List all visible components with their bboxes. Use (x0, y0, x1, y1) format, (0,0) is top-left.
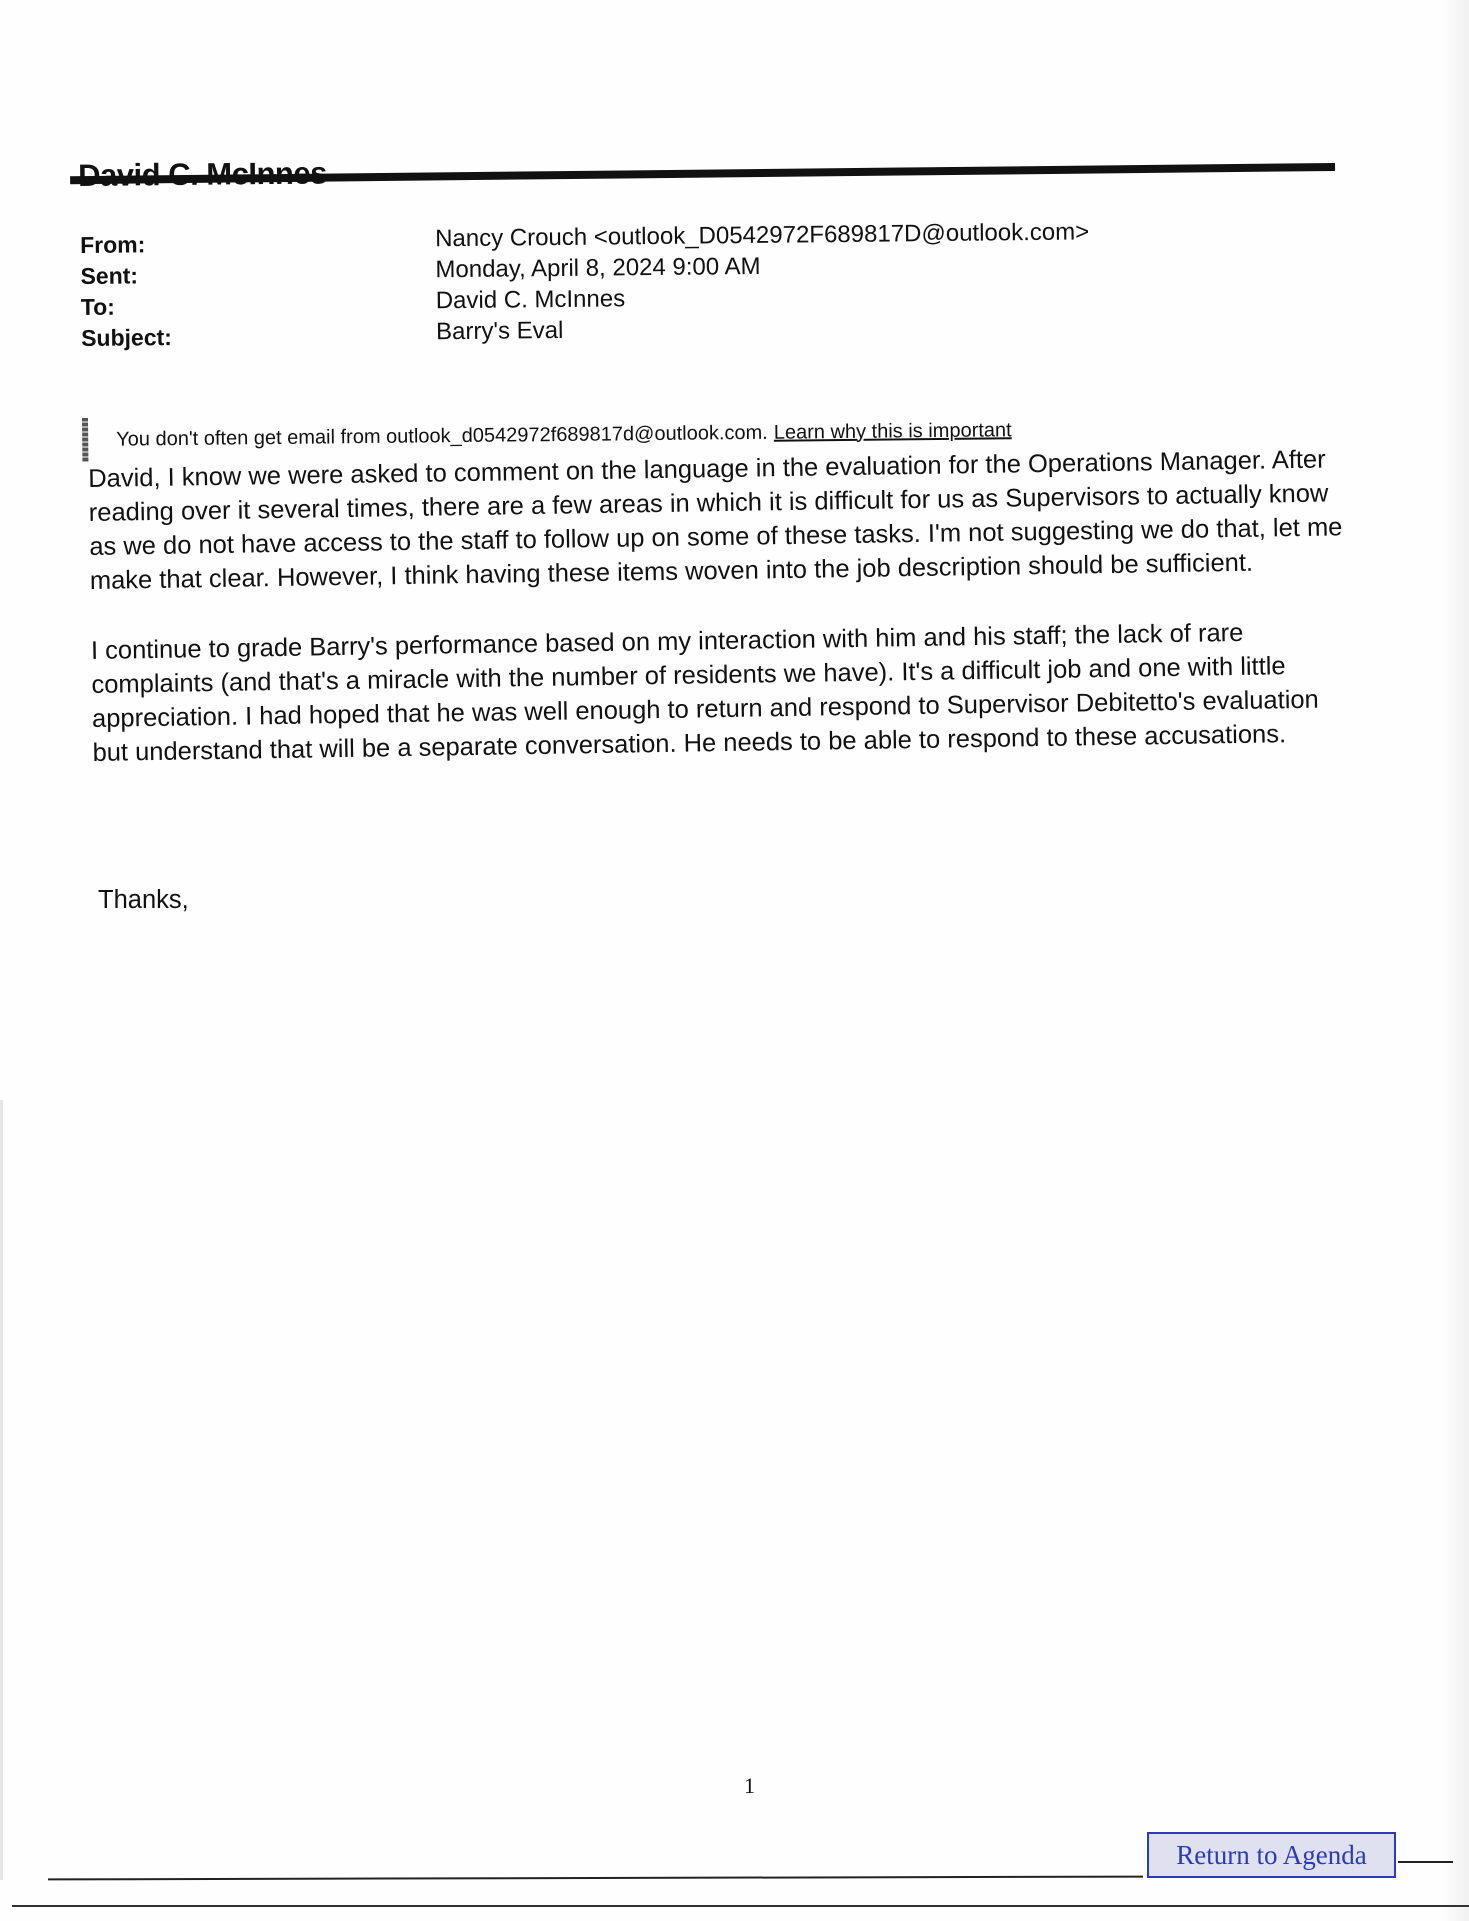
to-value: David C. McInnes (435, 284, 626, 314)
from-value: Nancy Crouch <outlook_D0542972F689817D@outlook.com> (434, 217, 1090, 252)
email-closing: Thanks, (98, 886, 189, 914)
return-to-agenda-button[interactable]: Return to Agenda (1147, 1832, 1396, 1878)
subject-value: Barry's Eval (435, 316, 564, 345)
page-edge-left (0, 1100, 3, 1880)
sent-value: Monday, April 8, 2024 9:00 AM (435, 252, 761, 283)
document-owner-name: David C. McInnes (78, 155, 328, 193)
page-number: 1 (744, 1773, 755, 1798)
learn-why-link[interactable]: Learn why this is important (773, 418, 1012, 444)
to-label: To: (80, 293, 116, 320)
footer-rule-right (1398, 1861, 1453, 1863)
page-edge-shadow (1439, 0, 1469, 1921)
sent-label: Sent: (80, 262, 139, 289)
from-label: From: (80, 231, 146, 258)
body-paragraph-1: David, I know we were asked to comment on the language in the evaluation for the Operations Manager. After reading over it several times, there are a few areas in which it is difficult for us as Supervisors to actually know as we do not have access to the staff to follow up on some of these tasks. I'm not suggesting we do that, let me make that clear. However, I think having these items woven into the job description should be sufficient. (88, 445, 1343, 595)
page-bottom-edge (12, 1905, 1469, 1907)
email-body (88, 442, 1348, 806)
email-header-fields (80, 219, 1090, 354)
warning-text: You don't often get email from outlook_d0542972f689817d@outlook.com. (116, 421, 768, 451)
body-paragraph-2: I continue to grade Barry's performance based on my interaction with him and his staff; the lack of rare complaints (and that's a miracle with the number of residents we have). It's a difficult job and one with little appreciation. I had hoped that he was well enough to return and respond to Supervisor Debitetto's evaluation but understand that will be a separate conversation. He needs to be able to respond to these accusations. (90, 618, 1319, 767)
subject-label: Subject: (80, 324, 172, 351)
footer-rule (48, 1876, 1143, 1881)
warning-bar (82, 418, 88, 462)
